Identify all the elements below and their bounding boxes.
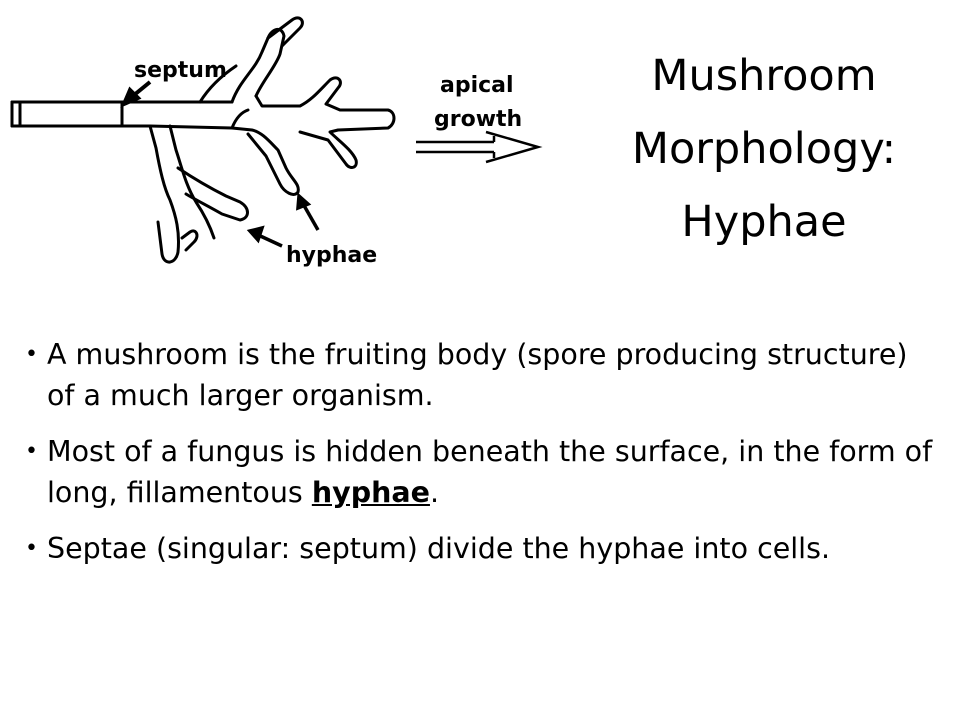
bullet-dot-icon: • [25, 439, 38, 464]
bullet-item [25, 431, 940, 513]
bullet-text: Septae (singular: septum) divide the hyphae into cells. [47, 532, 831, 565]
slide-title [578, 40, 950, 259]
title-line-3: Hyphae [681, 197, 847, 247]
hyphae-diagram [0, 0, 560, 290]
apical-growth-arrow [416, 132, 538, 162]
bullet-list [25, 334, 940, 584]
bullet-text: A mushroom is the fruiting body (spore producing structure) of a much larger organism. [47, 338, 908, 412]
bullet-dot-icon: • [25, 536, 38, 561]
apical-label-line2: growth [434, 107, 523, 132]
bullet-dot-icon: • [25, 342, 38, 367]
title-line-2: Morphology: [631, 124, 897, 174]
hyphae-diagram-svg [0, 0, 560, 290]
hyphae-label: hyphae [286, 243, 378, 268]
hyphae-outline [12, 18, 394, 262]
bullet-text-end: . [429, 476, 440, 509]
bullet-text: Most of a fungus is hidden beneath the surface, in the form of long, fillamentous [47, 435, 933, 509]
hyphae-emphasis: hyphae [311, 476, 430, 509]
apical-label-line1: apical [440, 73, 514, 98]
bullet-item [25, 334, 940, 416]
title-line-1: Mushroom [651, 51, 877, 101]
hyphae-arrows [250, 196, 318, 246]
bullet-item [25, 528, 940, 569]
septum-label: septum [134, 58, 227, 83]
